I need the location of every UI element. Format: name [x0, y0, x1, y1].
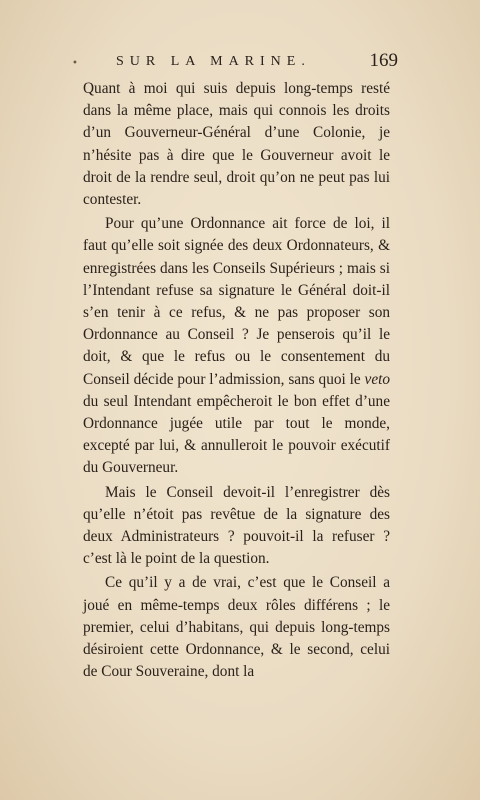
paragraph-2-text-b: du seul Intendant empêcheroit le bon effet d’une Ordonnance jugée utile par tout le monde, excepté par lui, & annulleroit le pouvoir exécutif du Gouverneur.	[83, 392, 390, 477]
page-number: 169	[369, 50, 398, 71]
body-text	[83, 78, 390, 685]
veto-italic: veto	[364, 370, 391, 388]
paragraph-4: Ce qu’il y a de vrai, c’est que le Conseil a joué en même-temps deux rôles différens ; le premier, celui d’habitans, qui depuis long-temps désiroient cette Ordonnance, & le second, celui de Cour Souveraine, dont la	[83, 574, 390, 681]
paragraph-3: Mais le Conseil devoit-il l’enregistrer dès qu’elle n’étoit pas revêtue de la signature des deux Administrateurs ? pouvoit-il la refuser ? c’est là le point de la question.	[83, 483, 390, 568]
paragraph-2-text-a: Pour qu’une Ordonnance ait force de loi, il faut qu’elle soit signée des deux Ordonnateurs, & enregistrées dans les Conseils Supérieurs ; mais si l’Intendant refuse sa signature le Général doit-il s’en tenir à ce refus, & ne pas proposer son Ordonnance au Conseil ? Je penserois qu’il le doit, & que le refus ou le consentement du Conseil décide pour l’admission, sans quoi le	[83, 215, 390, 388]
running-title: SUR LA MARINE.	[116, 54, 311, 69]
page-header	[116, 50, 398, 74]
paragraph-2	[83, 213, 390, 479]
paragraph-1: Quant à moi qui suis depuis long-temps resté dans la même place, mais qui connois les droits d’un Gouverneur-Général d’une Colonie, je n’hésite pas à dire que le Gouverneur avoit le droit de la rendre seul, droit qu’on ne peut pas lui contester.	[83, 80, 390, 209]
margin-mark: •	[72, 58, 78, 69]
